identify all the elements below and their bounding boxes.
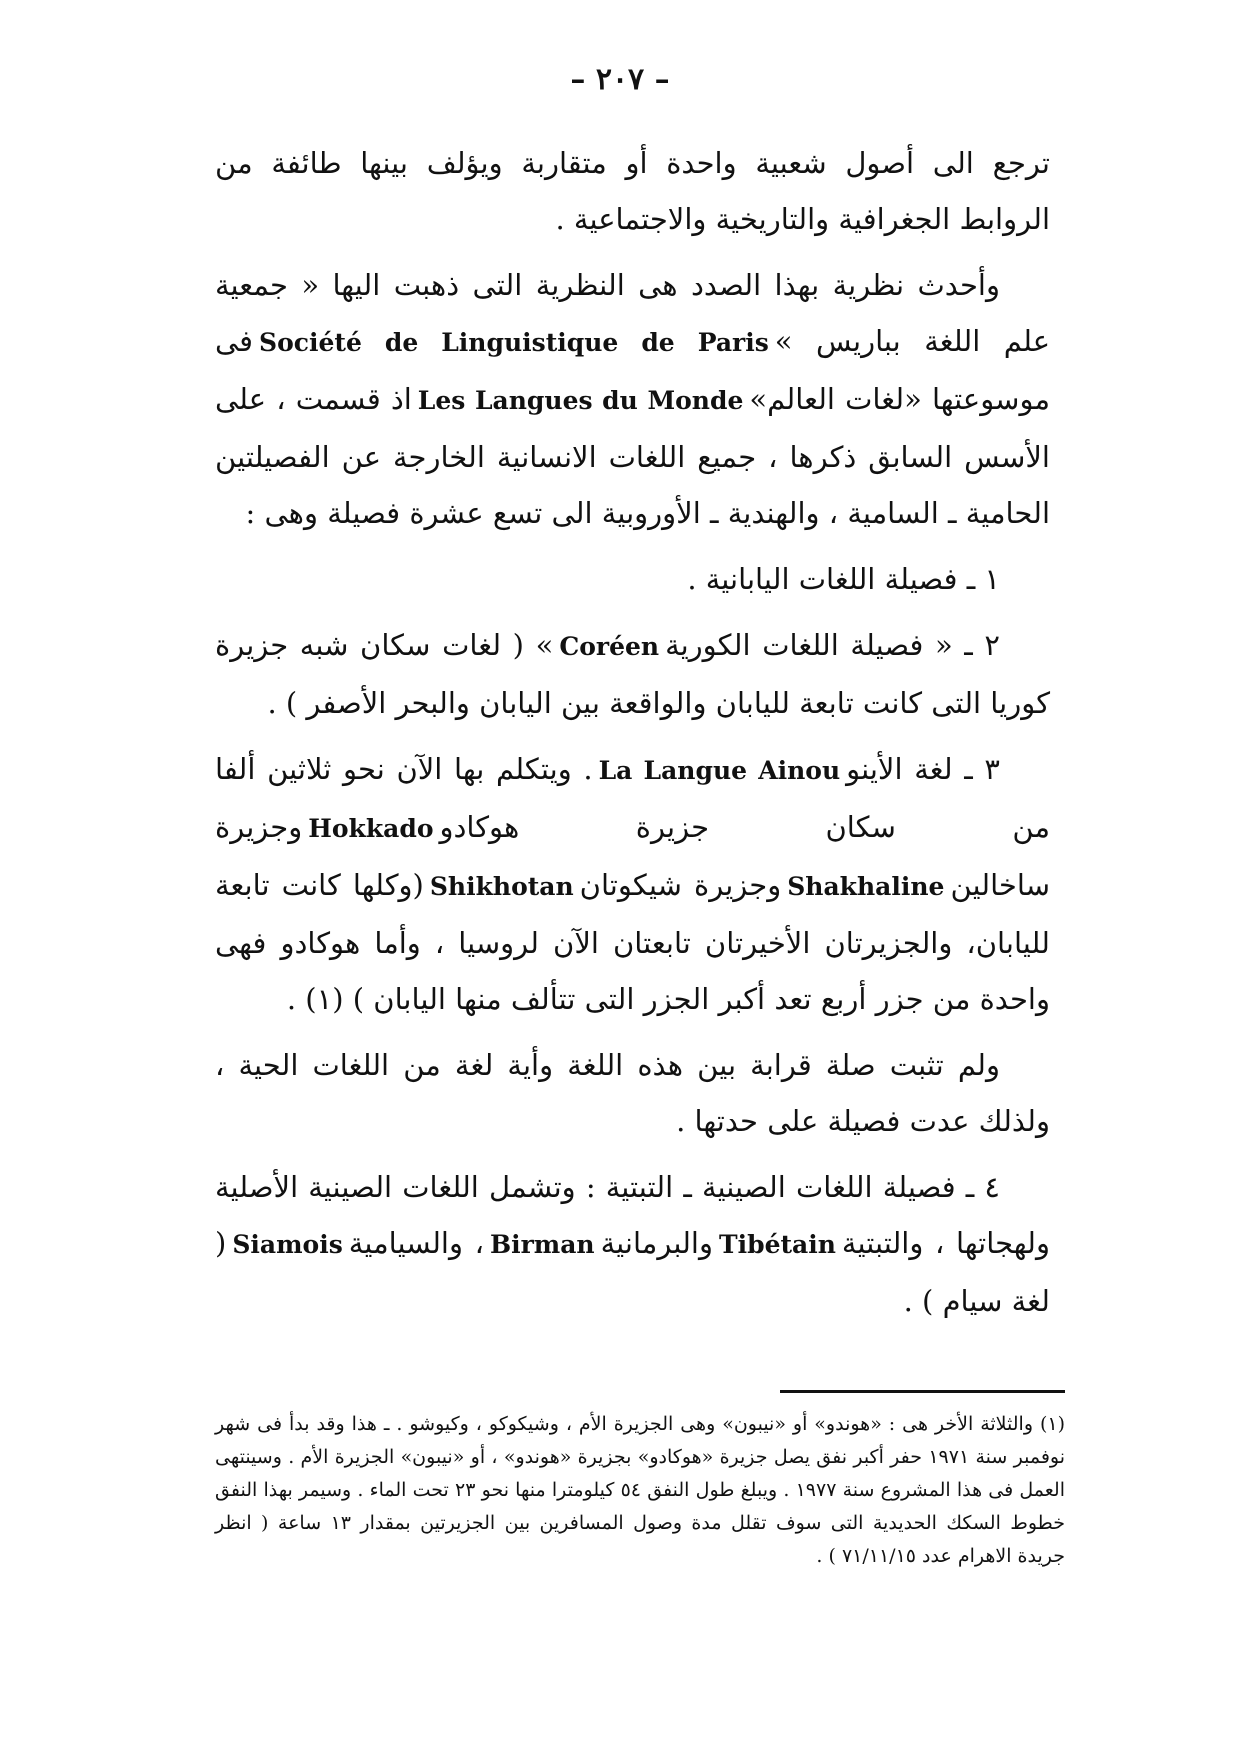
footnote-area (215, 1408, 1065, 1573)
paragraph-no-relation: ولم تثبت صلة قرابة بين هذه اللغة وأية لغة من اللغات الحية ، ولذلك عدت فصيلة على حدتها . (215, 1048, 1050, 1138)
latin-term: Société de Linguistique de Paris (259, 328, 769, 357)
text-segment: ( لغة سيام ) . (215, 1226, 1050, 1318)
text-segment: ٤ ـ فصيلة اللغات الصينية ـ التبتية : وتشمل اللغات الصينية الأصلية ولهجاتها ، والتبتية (215, 1170, 1050, 1260)
latin-term: La Langue Ainou (598, 756, 841, 785)
list-item-4 (215, 1159, 1050, 1329)
latin-term: Shakhaline (787, 872, 945, 901)
footnote-1: (١) والثلاثة الأخر هى : «هوندو» أو «نيبون» وهى الجزيرة الأم ، وشيكوكو ، وكيوشو . ـ هذا وقد بدأ فى شهر نوفمبر سنة ١٩٧١ حفر أكبر نفق يصل جزيرة «هوكادو» بجزيرة «هوندو» ، أو «نيبون» الجزيرة الأم . وسينتهى العمل فى هذا المشروع سنة ١٩٧٧ . ويبلغ طول النفق ٥٤ كيلومترا منها نحو ٢٣ تحت الماء . وسيمر بهذا النفق خطوط السكك الحديدية التى سوف تقلل مدة وصول المسافرين بين الجزيرتين بمقدار ١٣ ساعة ( انظر جريدة الاهرام عدد ٧١/١١/١٥ ) . (215, 1413, 1066, 1567)
text-segment: وأحدث نظرية بهذا الصدد هى النظرية التى ذهبت اليها « جمعية علم اللغة بباريس » (215, 268, 1050, 358)
latin-term: Birman (489, 1230, 595, 1259)
text-segment: فى موسوعتها «لغات العالم» (215, 324, 1051, 416)
latin-term: Shikhotan (429, 872, 574, 901)
latin-term: Coréen (559, 632, 660, 661)
latin-term: Siamois (232, 1230, 343, 1259)
paragraph-continuation: ترجع الى أصول شعبية واحدة أو متقاربة ويؤلف بينها طائفة من الروابط الجغرافية والتاريخية والاجتماعية . (215, 146, 1050, 236)
footnote-divider (780, 1390, 1065, 1393)
text-segment: » ( لغات سكان شبه جزيرة كوريا التى كانت تابعة لليابان والواقعة بين اليابان والبحر الأصفر ) . (215, 628, 1050, 720)
list-item-1: ١ ـ فصيلة اللغات اليابانية . (687, 562, 1000, 596)
text-segment: وجزيرة شيكوتان (579, 868, 782, 902)
text-segment: ٢ ـ « فصيلة اللغات الكورية (665, 628, 1000, 662)
paragraph-theory (215, 257, 1050, 541)
text-segment: اذ قسمت ، على الأسس السابق ذكرها ، جميع اللغات الانسانية الخارجة عن الفصيلتين الحامية ـ السامية ، والهندية ـ الأوروبية الى تسع عشرة فصيلة وهى : (215, 382, 1050, 530)
latin-term: Hokkado (308, 814, 434, 843)
page-number: – ٢٠٧ – (570, 62, 670, 97)
text-segment: والبرمانية (600, 1226, 713, 1260)
text-segment: ، والسيامية (348, 1226, 484, 1260)
main-text (215, 135, 1050, 1339)
text-segment: . ويتكلم بها الآن نحو ثلاثين ألفا من سكان جزيرة هوكادو (215, 752, 1050, 844)
text-segment: وجزيرة ساخالين (215, 810, 1050, 902)
list-item-2 (215, 617, 1050, 731)
text-segment: ٣ ـ لغة الأينو (846, 752, 1000, 786)
text-segment: (وكلها كانت تابعة لليابان، والجزيرتان الأخيرتان تابعتان الآن لروسيا ، وأما هوكادو فهى واحدة من جزر أربع تعد أكبر الجزر التى تتألف منها اليابان ) (١) . (215, 868, 1050, 1016)
latin-term: Tibétain (718, 1230, 836, 1259)
latin-term: Les Langues du Monde (417, 386, 744, 415)
list-item-3 (215, 741, 1050, 1027)
